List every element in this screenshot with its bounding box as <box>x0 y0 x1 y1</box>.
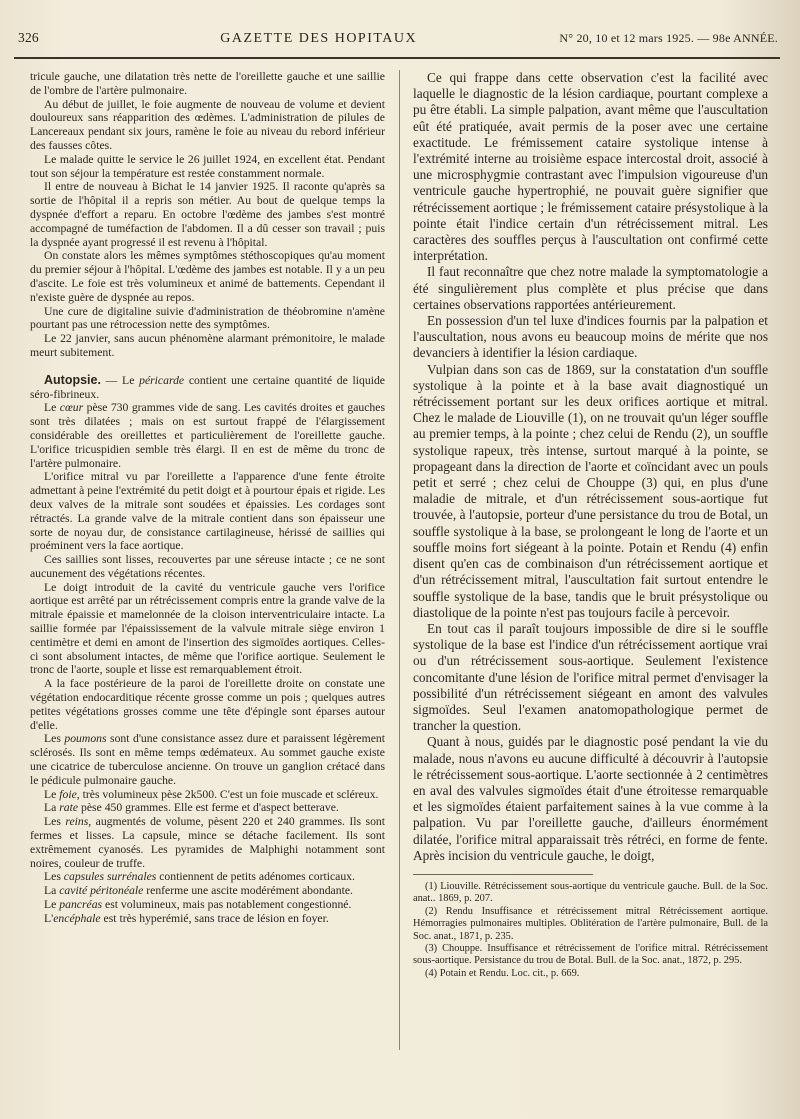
section-title: Autopsie. <box>44 372 101 387</box>
term: cavité péritonéale <box>59 884 144 898</box>
term: cœur <box>59 401 84 415</box>
column-divider <box>399 70 400 1050</box>
text-run: contiennent de petits adénomes corticaux. <box>156 870 355 884</box>
text-run: renferme une ascite modérément abondante. <box>143 884 353 898</box>
page-number: 326 <box>18 30 39 45</box>
autopsy-paragraph <box>30 374 385 402</box>
term: péricarde <box>139 373 185 387</box>
text-run: est volumineux, mais pas notablement congestionné. <box>102 898 352 912</box>
journal-title: GAZETTE DES HOPITAUX <box>220 31 418 46</box>
paragraph: Le malade quitte le service le 26 juillet 1924, en excellent état. Pendant tout son séjour la température est restée constamment normale. <box>30 152 385 180</box>
paragraph: Les poumons sont d'une consistance assez dure et paraissent légèrement sclérosés. Ils sont en même temps œdémateux. Au sommet gauche existe une cicatrice de tuberculose ancienne. On trouve un ganglion crétacé dans le pédicule pulmonaire gauche. <box>30 732 385 787</box>
term: foie <box>59 787 77 801</box>
paragraph: tricule gauche, une dilatation très nette de l'oreillette gauche et une saillie de l'ombre de l'artère pulmonaire. <box>30 70 385 97</box>
paragraph: Il faut reconnaître que chez notre malade la symptomatologie a été singulièrement plus complète et plus précise que dans certaines observations rapportées antérieurement. <box>413 264 768 312</box>
paragraph: Quant à nous, guidés par le diagnostic posé pendant la vie du malade, nous n'avons eu aucune difficulté à découvrir à l'autopsie le rétrécissement sous-aortique. L'aorte sectionnée à 2 centimètres en aval des valvules sigmoïdes était d'une étroitesse remarquable et les sigmoïdes étaient parfaitement saines à la vue comme à la palpation. Vu par l'oreillette gauche, d'ailleurs énormément dilatée, l'orifice mitral apparaissait très rétréci, en forme de fente. Après incision du ventricule gauche, le doigt, <box>413 734 768 863</box>
text-run: , très volumineux pèse 2k500. C'est un foie muscade et scléreux. <box>76 787 379 801</box>
paragraph: L'encéphale est très hyperémié, sans trace de lésion en foyer. <box>44 911 329 925</box>
term: encéphale <box>53 911 101 925</box>
paragraph: En tout cas il paraît toujours impossible de dire si le souffle systolique de la base est l'indice d'un rétrécissement aortique vrai ou d'un rétrécissement sous-aortique. Seulement l'existence concomitante d'une lésion de l'orifice mitral permet d'envisager la possibilité d'un rétrécissement siégeant en amont des valvules sigmoïdes. Seul l'examen anatomopathologique permet de trancher la question. <box>413 620 768 734</box>
text-run: , augmentés de volume, pèsent 220 et 240 grammes. Ils sont fermes et lisses. La capsule, mince se détache facilement. Ils sont extrêmement cyanosés. Les pyramides de Malphighi notamment sont noires, couleur de truffe. <box>30 815 385 870</box>
footnote: (1) Liouville. Rétrécissement sous-aortique du ventricule gauche. Bull. de la Soc. anat.. 1869, p. 207. <box>413 880 768 905</box>
text-run: sont d'une consistance assez dure et paraissent légèrement sclérosés. Ils sont en même temps œdémateux. Au sommet gauche existe une cicatrice de tuberculose ancienne. On trouve un ganglion crétacé dans le pédicule pulmonaire gauche. <box>30 732 385 787</box>
paragraph: La cavité péritonéale renferme une ascite modérément abondante. <box>44 884 353 898</box>
paragraph: Une cure de digitaline suivie d'administration de théobromine n'amène pourtant pas une rétrocession nette des symptômes. <box>30 304 385 332</box>
page-header <box>18 30 778 56</box>
paragraph: Le doigt introduit de la cavité du ventricule gauche vers l'orifice aortique est arrêté par un rétrécissement compris entre la grande valve de la mitrale épaissie et mamelonnée de la cloison interventriculaire intacte. La saillie formée par l'épaississement de la valvule mitrale siège environ 1 centimètre et demi en amont de l'insertion des sigmoïdes aortiques. Celles-ci sont absolument intactes, de même que l'orifice aortique. Seulement le tronc de l'aorte, souple et lisse est remarquablement étroit. <box>30 580 385 677</box>
paragraph: Le cœur pèse 730 grammes vide de sang. Les cavités droites et gauches sont très dilatées ; mais on est surtout frappé de l'élargissement considérable des oreillettes et particulièrement de l'oreillette gauche. L'orifice tricuspidien semble très élargi. Il en est de même du tronc de l'artère pulmonaire. <box>30 401 385 470</box>
left-column <box>30 70 385 1110</box>
paragraph: Il entre de nouveau à Bichat le 14 janvier 1925. Il raconte qu'après sa sortie de l'hôpital il a repris son métier. Au bout de quelque temps la dyspnée d'effort a reparu. En octobre l'œdème des jambes s'est montré accompagné de tuméfaction de l'abdomen. Il a dû cesser son travail ; puis la dyspnée ayant progressé il est revenu à l'hôpital. <box>30 180 385 249</box>
paragraph: On constate alors les mêmes symptômes stéthoscopiques qu'au moment du premier séjour à l'hôpital. L'œdème des jambes est notable. Il y a un peu d'ascite. Le foie est très volumineux et animé de battements. Cependant il n'existe guère de dyspnée au repos. <box>30 249 385 304</box>
text-run: — Le <box>100 373 140 387</box>
term: rate <box>59 801 79 815</box>
footnote-rule <box>413 874 593 875</box>
paragraph: A la face postérieure de la paroi de l'oreillette droite on constate une végétation endocarditique récente grosse comme un pois ; quelques autres petites végétations grosses comme une tête d'épingle sont éparses autour d'elle. <box>30 677 385 732</box>
footnote: (3) Chouppe. Insuffisance et rétrécissement de l'orifice mitral. Rétrécissement sous-aortique. Persistance du trou de Botal. Bull. de la Soc. anat., 1872, p. 295. <box>413 942 768 967</box>
term: pancréas <box>59 898 103 912</box>
paragraph: La rate pèse 450 grammes. Elle est ferme et d'aspect betterave. <box>44 801 339 815</box>
paragraph: Ces saillies sont lisses, recouvertes par une séreuse intacte ; ce ne sont aucunement des végétations récentes. <box>30 553 385 580</box>
paragraph: L'orifice mitral vu par l'oreillette a l'apparence d'une fente étroite admettant à peine l'extrémité du petit doigt et à pourtour épais et rigide. Les deux valves de la mitrale sont soudées et épaissies. Les cordages sont rétractés. La grande valve de la mitrale contient dans son épaisseur une sorte de noyau dur, de consistance cartilagineuse, hérissé de saillies qui proéminent vers la face aortique. <box>30 470 385 553</box>
paragraph: Le foie, très volumineux pèse 2k500. C'est un foie muscade et scléreux. <box>44 787 379 801</box>
paragraph: Le pancréas est volumineux, mais pas notablement congestionné. <box>44 898 352 912</box>
paragraph: Les capsules surrénales contiennent de petits adénomes corticaux. <box>44 870 355 884</box>
right-column <box>413 70 768 1110</box>
paragraph: Les reins, augmentés de volume, pèsent 220 et 240 grammes. Ils sont fermes et lisses. La capsule, mince se détache facilement. Ils sont extrêmement cyanosés. Les pyramides de Malphighi notamment sont noires, couleur de truffe. <box>30 815 385 870</box>
term: capsules surrénales <box>63 870 157 884</box>
paragraph: Le 22 janvier, sans aucun phénomène alarmant prémonitoire, le malade meurt subitement. <box>30 332 385 359</box>
text-run: contient une certaine quantité de liquide séro-fibrineux. <box>30 373 385 401</box>
footnote: (2) Rendu Insuffisance et rétrécissement mitral Rétrécissement aortique. Hémorragies pulmonaires multiples. Oblitération de l'artère pulmonaire, Bull. de la Soc. anat., 1871, p. 235. <box>413 905 768 942</box>
issue-info: N° 20, 10 et 12 mars 1925. — 98e ANNÉE. <box>559 31 778 45</box>
header-rule <box>14 57 780 59</box>
term: reins <box>65 815 89 829</box>
footnote: (4) Potain et Rendu. Loc. cit., p. 669. <box>425 967 580 979</box>
text-run: pèse 730 grammes vide de sang. Les cavités droites et gauches sont très dilatées ; mais on est surtout frappé de l'élargissement considérable des oreillettes et particulièrement de l'oreillette gauche. L'orifice tricuspidien semble très élargi. Il en est de même du tronc de l'artère pulmonaire. <box>30 401 385 470</box>
paragraph: Ce qui frappe dans cette observation c'est la facilité avec laquelle le diagnostic de la lésion cardiaque, pourtant complexe a pu être établi. La simple palpation, avant même que l'auscultation eût été pratiquée, avait permis de la poser avec une certaine exactitude. Le frémissement cataire systolique intense à l'extrémité interne au troisième espace intercostal droit, associé à une microsphygmie contrastant avec l'impulsion vigoureuse d'un ventricule gauche hypertrophié, ne pouvait guère signifier que rétrécissement aortique ; le frémissement cataire présystolique à la pointe était l'indice certain d'un rétrécissement mitral. Les caractères des souffles perçus à l'auscultation ont confirmé cette interprétation. <box>413 70 768 264</box>
paragraph: Vulpian dans son cas de 1869, sur la constatation d'un souffle systolique à la pointe et à la base avait diagnostiqué un rétrécissement portant sur les deux orifices aortique et mitral. Chez le malade de Liouville (1), on ne trouvait qu'un léger souffle au premier temps, à la pointe ; chez celui de Rendu (2), un souffle systolique rapeux, très intense, surtout marqué à la pointe, se propageant dans la direction de l'aorte et coïncidant avec un pouls petit et serré ; chez celui de Chouppe (3) qui, en plus d'une maladie de mitrale, et d'un rétrécissement sous-aortique fut trouvée, à l'autopsie, porteur d'une persistance du trou de Botal, un souffle systolique à la base, se prolongeant le long de l'aorte et un souffle moins fort siégeant à la pointe. Potain et Rendu (4) enfin disent qu'en cas de combinaison d'un rétrécissement aortique et d'un rétrécissement mitral, l'auscultation fait surtout entendre le souffle systolique de la base, tandis que le bruit présystolique ou diastolique de la pointe n'est pas toujours facile à percevoir. <box>413 361 768 620</box>
section-gap <box>30 360 385 374</box>
paragraph: Au début de juillet, le foie augmente de nouveau de volume et devient douloureux sans réapparition des œdèmes. L'administration de pilules de Lancereaux pendant six jours, ramène le foie au niveau du rebord inférieur des fausses côtes. <box>30 97 385 152</box>
paragraph: En possession d'un tel luxe d'indices fournis par la palpation et l'auscultation, nous avons eu beaucoup moins de mérite que nos devanciers à identifier la lésion cardiaque. <box>413 313 768 361</box>
text-run: pèse 450 grammes. Elle est ferme et d'aspect betterave. <box>78 801 339 815</box>
text-run: est très hyperémié, sans trace de lésion en foyer. <box>100 911 329 925</box>
term: poumons <box>64 732 107 746</box>
